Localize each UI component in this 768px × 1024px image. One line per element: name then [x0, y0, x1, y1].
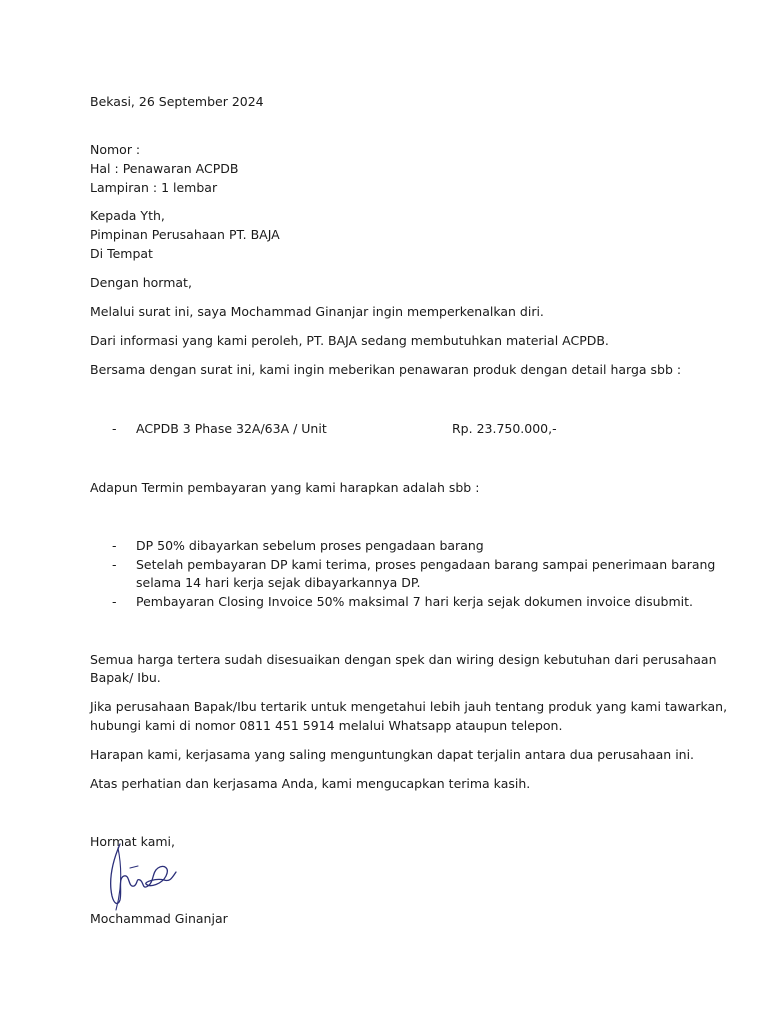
recipient-line-2: Pimpinan Perusahaan PT. BAJA	[90, 227, 280, 242]
closing-paragraph-1-line-1: Semua harga tertera sudah disesuaikan dengan spek dan wiring design kebutuhan dari perusahaan	[90, 652, 717, 667]
intro-paragraph-3: Bersama dengan surat ini, kami ingin meberikan penawaran produk dengan detail harga sbb :	[90, 362, 682, 377]
closing-paragraph-2-line-1: Jika perusahaan Bapak/Ibu tertarik untuk mengetahui lebih jauh tentang produk yang kami tawarkan,	[90, 699, 728, 714]
term-bullet-2: -	[112, 557, 117, 572]
closing-paragraph-1-line-2: Bapak/ Ibu.	[90, 670, 161, 685]
letter-subject: Hal : Penawaran ACPDB	[90, 161, 239, 176]
recipient-line-1: Kepada Yth,	[90, 208, 165, 223]
date-line: Bekasi, 26 September 2024	[90, 94, 264, 109]
terms-intro: Adapun Termin pembayaran yang kami harapkan adalah sbb :	[90, 480, 480, 495]
term-2-line-2: selama 14 hari kerja sejak dibayarkannya DP.	[136, 575, 421, 590]
letter-attachment: Lampiran : 1 lembar	[90, 180, 218, 195]
closing-paragraph-3: Harapan kami, kerjasama yang saling menguntungkan dapat terjalin antara dua perusahaan ini.	[90, 747, 695, 762]
intro-paragraph-2: Dari informasi yang kami peroleh, PT. BAJA sedang membutuhkan material ACPDB.	[90, 333, 609, 348]
term-2-line-1: Setelah pembayaran DP kami terima, proses pengadaan barang sampai penerimaan barang	[136, 557, 716, 572]
product-name: ACPDB 3 Phase 32A/63A / Unit	[136, 421, 327, 436]
handwritten-signature	[100, 838, 190, 918]
recipient-line-3: Di Tempat	[90, 246, 153, 261]
letter-number: Nomor :	[90, 142, 141, 157]
term-1: DP 50% dibayarkan sebelum proses pengadaan barang	[136, 538, 484, 553]
term-3: Pembayaran Closing Invoice 50% maksimal 7 hari kerja sejak dokumen invoice disubmit.	[136, 594, 693, 609]
signoff-salutation: Hormat kami,	[90, 834, 175, 849]
closing-paragraph-2-line-2: hubungi kami di nomor 0811 451 5914 melalui Whatsapp ataupun telepon.	[90, 718, 563, 733]
term-bullet-3: -	[112, 594, 117, 609]
product-bullet: -	[112, 421, 117, 436]
greeting: Dengan hormat,	[90, 275, 192, 290]
term-bullet-1: -	[112, 538, 117, 553]
closing-paragraph-4: Atas perhatian dan kerjasama Anda, kami mengucapkan terima kasih.	[90, 776, 531, 791]
intro-paragraph-1: Melalui surat ini, saya Mochammad Ginanjar ingin memperkenalkan diri.	[90, 304, 544, 319]
product-price: Rp. 23.750.000,-	[452, 421, 557, 436]
signoff-name: Mochammad Ginanjar	[90, 911, 228, 926]
